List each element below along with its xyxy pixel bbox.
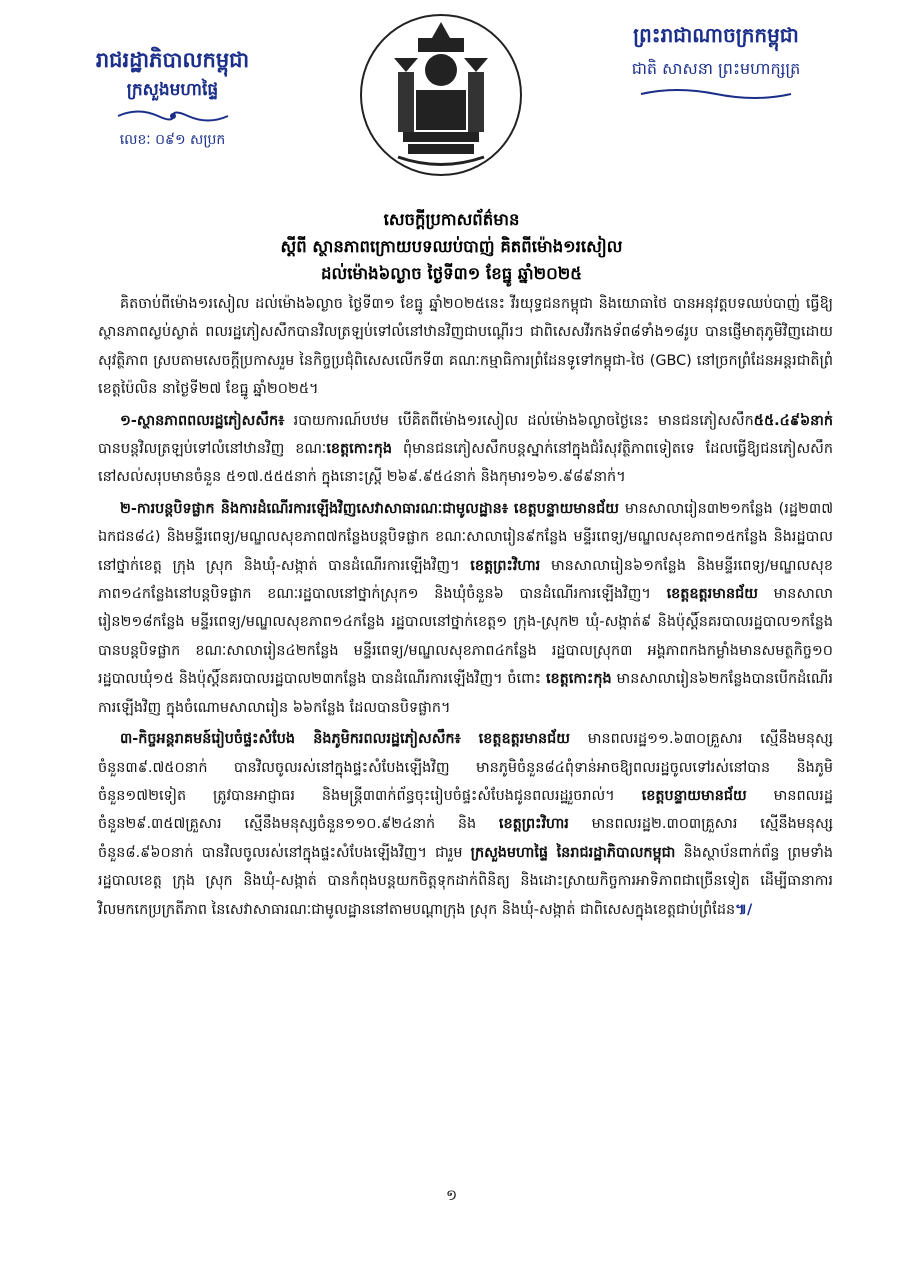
section-1-paragraph: ១-ស្ថានភាពពលរដ្ឋភៀសសឹក៖ របាយការណ៍បឋម បើគិតពីម៉ោង១រសៀល ដល់ម៉ោង៦ល្ងាចថ្ងៃនេះ មានជនភៀសសឹក៥៥.៤៩៦នាក់ បានបន្តវិលត្រឡប់ទៅលំនៅឋានវិញ ខណៈខេត្តកោះកុង ពុំមានជនភៀសសឹកបន្តស្នាក់នៅក្នុងជំរំសុវត្ថិភាពទៀតទេ ដែលធ្វើឱ្យជនភៀសសឹកនៅសល់សរុបមានចំនួន ៥១៧.៥៥៥នាក់ ក្នុងនោះស្ត្រី ២៦៩.៩៥៤នាក់ និងកុមារ១៦១.៩៨៩នាក់។: [98, 412, 833, 486]
section-3-heading: ៣-កិច្ចអន្តរាគមន៍រៀបចំផ្ទះសំបែង និងភូមិករពលរដ្ឋភៀសសឹក៖: [120, 731, 461, 748]
section-1-count: ៥៥.៤៩៦នាក់: [753, 412, 833, 429]
government-name: រាជរដ្ឋាភិបាលកម្ពុជា: [95, 48, 250, 72]
kingdom-header: [596, 20, 836, 102]
continuation-mark: ៕/: [735, 901, 753, 918]
section-3-paragraph: ៣-កិច្ចអន្តរាគមន៍រៀបចំផ្ទះសំបែង និងភូមិករពលរដ្ឋភៀសសឹក៖ ខេត្តឧត្តរមានជ័យ មានពលរដ្ឋ១១.៦៣០គ្រួសារ ស្មើនឹងមនុស្សចំនួន៣៩.៧៥០នាក់ បានវិលចូលរស់នៅក្នុងផ្ទះសំបែងឡើងវិញ មានភូមិចំនួន៨៤ពុំទាន់អាចឱ្យពលរដ្ឋចូលទៅរស់នៅបាន និងភូមិចំនួន១៧២ទៀត ត្រូវបានអាជ្ញាធរ និងមន្ត្រី៣៣ក់ព័ន្ធចុះរៀបចំផ្ទះសំបែងជូនពលរដ្ឋរួចរាល់។ ខេត្តបន្ទាយមានជ័យ មានពលរដ្ឋចំនួន២៩.៣៥៧គ្រួសារ ស្មើនឹងមនុស្សចំនួន១១០.៩២៤នាក់ និង ខេត្តព្រះវិហារ មានពលរដ្ឋ២.៣០៣គ្រួសារ ស្មើនឹងមនុស្សចំនួន៨.៩៦០នាក់ បានវិលចូលរស់នៅក្នុងផ្ទះសំបែងឡើងវិញ។ ជារួម ក្រសួងមហាផ្ទៃ នៃរាជរដ្ឋាភិបាលកម្ពុជា និងស្ថាប័នពាក់ព័ន្ធ ព្រមទាំងរដ្ឋបាលខេត្ត ក្រុង ស្រុក និងឃុំ-សង្កាត់ បានកំពុងបន្តយកចិត្តទុកដាក់ពិនិត្យ និងដោះស្រាយកិច្ចការអាទិភាពជាច្រើនទៀត ដើម្បីធានាការវិលមកកេប្រក្រតីភាព នៃសេវាសាធារណៈជាមូលដ្ឋាននៅតាមបណ្តាក្រុង ស្រុក និងឃុំ-សង្កាត់ ជាពិសេសក្នុងខេត្តជាប់ព្រំដែន៕/: [98, 731, 834, 918]
ministry-name: ក្រសួងមហាផ្ទៃ: [126, 80, 219, 100]
page-number: ១: [445, 1186, 458, 1204]
document-body: [98, 290, 833, 927]
ministry-header: [70, 45, 275, 151]
kingdom-name: ព្រះរាជាណាចក្រកម្ពុជា: [633, 23, 799, 47]
section-2-paragraph: ២-ការបន្តបិទផ្លាក និងការដំណើរការឡើងវិញសេវាសាធារណៈជាមូលដ្ឋាន៖ ខេត្តបន្ទាយមានជ័យ មានសាលារៀន៣២១កន្លែង (រដ្ឋ២៣៧ ឯកជន៨៤) និងមន្ទីរពេទ្យ/មណ្ឌលសុខភាព៧កន្លែងបន្តបិទផ្លាក ខណៈសាលារៀន៩កន្លែង មន្ទីរពេទ្យ/មណ្ឌលសុខភាព១៥កន្លែង និងរដ្ឋបាលនៅថ្នាក់ខេត្ត ក្រុង ស្រុក និងឃុំ-សង្កាត់ បានដំណើរការឡើងវិញ។ ខេត្តព្រះវិហារ មានសាលារៀន៦១កន្លែង និងមន្ទីរពេទ្យ/មណ្ឌលសុខភាព១៤កន្លែងនៅបន្តបិទផ្លាក ខណៈរដ្ឋបាលនៅថ្នាក់ស្រុក១ និងឃុំចំនួន៦ បានដំណើរការឡើងវិញ។ ខេត្តឧត្តរមានជ័យ មានសាលារៀន២១៨កន្លែង មន្ទីរពេទ្យ/មណ្ឌលសុខភាព១៤កន្លែង រដ្ឋបាលនៅថ្នាក់ខេត្ត១ ក្រុង-ស្រុក២ ឃុំ-សង្កាត់៩ និងប៉ុស្តិ៍នគរបាលរដ្ឋបាល១កន្លែងបានបន្តបិទផ្លាក ខណៈសាលារៀន៤២កន្លែង មន្ទីរពេទ្យ/មណ្ឌលសុខភាព៤កន្លែង រដ្ឋបាលស្រុក៣ អង្គភាពកងកម្លាំងមានសមត្ថកិច្ច១០ រដ្ឋបាលឃុំ១៥ និងប៉ុស្តិ៍នគរបាលរដ្ឋបាល២៣កន្លែង បានដំណើរការឡើងវិញ។ ចំពោះ ខេត្តកោះកុង មានសាលារៀន៦២កន្លែងបានបើកដំណើរការឡើងវិញ ក្នុងចំណោមសាលារៀន ៦៦កន្លែង ដែលបានបិទផ្លាក។: [98, 500, 833, 716]
document-title: [120, 206, 783, 287]
title-line-3: ដល់ម៉ោង៦ល្ងាច ថ្ងៃទី៣១ ខែធ្នូ ឆ្នាំ២០២៥: [321, 264, 582, 283]
title-line-1: សេចក្តីប្រកាសព័ត៌មាន: [383, 210, 520, 229]
intro-paragraph: គិតចាប់ពីម៉ោង១រសៀល ដល់ម៉ោង៦ល្ងាច ថ្ងៃទី៣១ ខែធ្នូ ឆ្នាំ២០២៥នេះ វីរយុទ្ធជនកម្ពុជា និងយោធាថៃ បានអនុវត្តបទឈប់បាញ់ ធ្វើឱ្យស្ថានភាពស្ងប់ស្ងាត់ ពលរដ្ឋភៀសសឹកបានវិលត្រឡប់ទៅលំនៅឋានវិញជាបណ្តើរៗ ជាពិសេសវីរកងទ័ព៨ទាំង១៨រូប បានផ្ញើមាតុភូមិវិញដោយសុវត្ថិភាព ស្របតាមសេចក្តីប្រកាសរួម នៃកិច្ចប្រជុំពិសេសលើកទី៣ គណៈកម្មាធិការព្រំដែនទូទៅកម្ពុជា-ថៃ (GBC) នៅច្រកព្រំដែនអន្តរជាតិព្រំ ខេត្តប៉ៃលិន នាថ្ងៃទី២៧ ខែធ្នូ ឆ្នាំ២០២៥។: [98, 296, 833, 398]
national-motto: ជាតិ សាសនា ព្រះមហាក្សត្រ: [631, 59, 801, 78]
royal-emblem-icon: [358, 12, 524, 178]
section-1-province: ខេត្តកោះកុង: [326, 441, 393, 458]
section-1-heading: ១-ស្ថានភាពពលរដ្ឋភៀសសឹក៖: [120, 412, 285, 429]
ornament-divider-icon: [108, 107, 238, 125]
reference-number: លេខៈ ០៩១ សប្រក: [119, 132, 226, 148]
title-line-2: ស្តីពី ស្ថានភាពក្រោយបទឈប់បាញ់ គិតពីម៉ោង១រសៀល: [280, 237, 623, 256]
section-2-heading: ២-ការបន្តបិទផ្លាក និងការដំណើរការឡើងវិញសេវាសាធារណៈជាមូលដ្ឋាន៖: [120, 500, 509, 517]
motto-ornament-icon: [636, 86, 796, 102]
